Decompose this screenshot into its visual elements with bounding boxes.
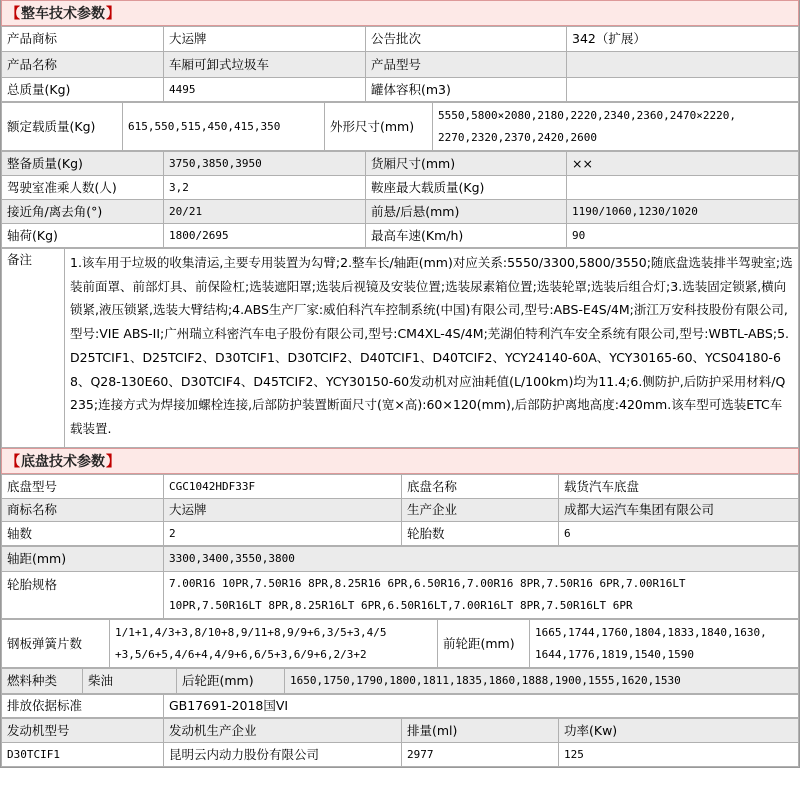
approach-angle-label: 接近角/离去角(°): [2, 200, 164, 224]
chassis-brand-value: 大运牌: [164, 499, 402, 522]
axle-load-value: 1800/2695: [164, 224, 366, 248]
overhang-value: 1190/1060,1230/1020: [567, 200, 799, 224]
vehicle-notes-table: [1, 248, 799, 448]
total-mass-value: 4495: [164, 78, 366, 102]
chassis-table-emission: [1, 694, 799, 718]
fuel-label: 燃料种类: [2, 669, 83, 694]
engine-maker-value: 昆明云内动力股份有限公司: [164, 743, 402, 767]
table-row: [2, 547, 799, 572]
batch-label: 公告批次: [366, 27, 567, 52]
engine-maker-header: 发动机生产企业: [164, 719, 402, 743]
power-header: 功率(Kw): [559, 719, 799, 743]
vehicle-section-header: [1, 0, 799, 26]
rear-track-value: 1650,1750,1790,1800,1811,1835,1860,1888,1900,1555,1620,1530: [285, 669, 799, 694]
table-row: [2, 200, 799, 224]
emission-value: GB17691-2018国VI: [164, 695, 799, 718]
axle-count-value: 2: [164, 522, 402, 546]
max-speed-value: 90: [567, 224, 799, 248]
batch-value: 342（扩展）: [567, 27, 799, 52]
front-track-line-2: 1644,1776,1819,1540,1590: [535, 647, 694, 661]
cargo-size-label: 货厢尺寸(mm): [366, 152, 567, 176]
table-row: [2, 695, 799, 718]
tire-spec-value: [164, 572, 799, 619]
table-row: [2, 669, 799, 694]
chassis-maker-label: 生产企业: [402, 499, 559, 522]
engine-model-header: 发动机型号: [2, 719, 164, 743]
approach-angle-value: 20/21: [164, 200, 366, 224]
table-row: [2, 103, 799, 151]
engine-table: [1, 718, 799, 767]
total-mass-label: 总质量(Kg): [2, 78, 164, 102]
brand-label: 产品商标: [2, 27, 164, 52]
wheelbase-value: 3300,3400,3550,3800: [164, 547, 799, 572]
chassis-name-value: 载货汽车底盘: [559, 475, 799, 499]
dimensions-value: [433, 103, 799, 151]
table-row: [2, 499, 799, 522]
curb-mass-label: 整备质量(Kg): [2, 152, 164, 176]
product-model-label: 产品型号: [366, 52, 567, 78]
cab-seats-label: 驾驶室准乘人数(人): [2, 176, 164, 200]
vehicle-section-title: 整车技术参数: [21, 6, 105, 22]
chassis-table-fuel: [1, 668, 799, 694]
table-row: [2, 620, 799, 668]
tire-count-value: 6: [559, 522, 799, 546]
chassis-brand-label: 商标名称: [2, 499, 164, 522]
chassis-maker-value: 成都大运汽车集团有限公司: [559, 499, 799, 522]
chassis-model-label: 底盘型号: [2, 475, 164, 499]
displacement-value: 2977: [402, 743, 559, 767]
brand-value: 大运牌: [164, 27, 366, 52]
power-value: 125: [559, 743, 799, 767]
dimensions-label: 外形尺寸(mm): [325, 103, 433, 151]
emission-label: 排放依据标准: [2, 695, 164, 718]
tank-volume-value: [567, 78, 799, 102]
rear-track-label: 后轮距(mm): [177, 669, 285, 694]
cab-seats-value: 3,2: [164, 176, 366, 200]
table-row: [2, 719, 799, 743]
chassis-table-top: [1, 474, 799, 546]
bracket-open: 【: [6, 454, 20, 470]
rated-load-label: 额定载质量(Kg): [2, 103, 123, 151]
saddle-load-label: 鞍座最大载质量(Kg): [366, 176, 567, 200]
product-name-label: 产品名称: [2, 52, 164, 78]
notes-label: 备注: [2, 249, 65, 448]
front-track-line-1: 1665,1744,1760,1804,1833,1840,1630,: [535, 625, 767, 639]
bracket-close: 】: [106, 6, 120, 22]
notes-value: 1.该车用于垃圾的收集清运,主要专用装置为勾臂;2.整车长/轴距(mm)对应关系:5550/3300,5800/3550;随底盘选装排半驾驶室;选装前面罩、前部灯具、前保险杠;选装遮阳罩;选装后视镜及安装位置;选装尿素箱位置;选装轮罩;选装后组合灯;3.选装固定锁紧,横向锁紧,液压锁紧,选装大臂结构;4.ABS生产厂家:威伯科汽车控制系统(中国)有限公司,型号:ABS-E4S/4M;浙江万安科技股份有限公司,型号:VIE ABS-II;广州瑞立科密汽车电子股份有限公司,型号:CM4XL-4S/4M;芜湖伯特利汽车安全系统有限公司,型号:WBTL-ABS;5.D25TCIF1、D25TCIF2、D30TCIF1、D30TCIF2、D40TCIF1、D40TCIF2、YCY24140-60A、YCY30165-60、YCS04180-68、Q28-130E60、D30TCIF4、D45TCIF2、YCY30150-60发动机对应油耗值(L/100km)均为11.4;6.侧防护,后防护采用材料/Q235;连接方式为焊接加螺栓连接,后部防护装置断面尺寸(宽×高):60×120(mm),后部防护离地高度:420mm.该车型可选装ETC车载装置.: [65, 249, 799, 448]
chassis-table-springs: [1, 619, 799, 668]
table-row: [2, 743, 799, 767]
vehicle-table-dims: [1, 102, 799, 151]
displacement-header: 排量(ml): [402, 719, 559, 743]
rated-load-value: 615,550,515,450,415,350: [123, 103, 325, 151]
table-row: [2, 52, 799, 78]
springs-line-2: +3,5/6+5,4/6+4,4/9+6,6/5+3,6/9+6,2/3+2: [115, 647, 367, 661]
axle-count-label: 轴数: [2, 522, 164, 546]
table-row: [2, 78, 799, 102]
chassis-name-label: 底盘名称: [402, 475, 559, 499]
max-speed-label: 最高车速(Km/h): [366, 224, 567, 248]
springs-value: [110, 620, 438, 668]
dimensions-line-1: 5550,5800×2080,2180,2220,2340,2360,2470×2220,: [438, 108, 737, 122]
bracket-open: 【: [6, 6, 20, 22]
tire-spec-label: 轮胎规格: [2, 572, 164, 619]
overhang-label: 前悬/后悬(mm): [366, 200, 567, 224]
tire-count-label: 轮胎数: [402, 522, 559, 546]
bracket-close: 】: [106, 454, 120, 470]
tire-spec-line-1: 7.00R16 10PR,7.50R16 8PR,8.25R16 6PR,6.50R16,7.00R16 8PR,7.50R16 6PR,7.00R16LT: [169, 577, 686, 590]
tire-spec-line-2: 10PR,7.50R16LT 8PR,8.25R16LT 6PR,6.50R16LT,7.00R16LT 8PR,7.50R16LT 6PR: [169, 599, 633, 612]
springs-label: 钢板弹簧片数: [2, 620, 110, 668]
table-row: [2, 475, 799, 499]
chassis-table-wheelbase: [1, 546, 799, 619]
table-row: [2, 522, 799, 546]
chassis-model-value: CGC1042HDF33F: [164, 475, 402, 499]
saddle-load-value: [567, 176, 799, 200]
product-model-value: [567, 52, 799, 78]
table-row: [2, 572, 799, 619]
fuel-value: 柴油: [83, 669, 177, 694]
wheelbase-label: 轴距(mm): [2, 547, 164, 572]
front-track-label: 前轮距(mm): [438, 620, 530, 668]
tank-volume-label: 罐体容积(m3): [366, 78, 567, 102]
chassis-section-title: 底盘技术参数: [21, 454, 105, 470]
dimensions-line-2: 2270,2320,2370,2420,2600: [438, 130, 597, 144]
vehicle-table-mid: [1, 151, 799, 248]
table-row: [2, 152, 799, 176]
axle-load-label: 轴荷(Kg): [2, 224, 164, 248]
table-row: [2, 27, 799, 52]
cargo-size-value: ××: [567, 152, 799, 176]
chassis-section-header: [1, 448, 799, 474]
table-row: [2, 224, 799, 248]
vehicle-table-top: [1, 26, 799, 102]
engine-model-value: D30TCIF1: [2, 743, 164, 767]
front-track-value: [530, 620, 799, 668]
product-name-value: 车厢可卸式垃圾车: [164, 52, 366, 78]
table-row: [2, 176, 799, 200]
table-row: [2, 249, 799, 448]
springs-line-1: 1/1+1,4/3+3,8/10+8,9/11+8,9/9+6,3/5+3,4/5: [115, 625, 387, 639]
curb-mass-value: 3750,3850,3950: [164, 152, 366, 176]
